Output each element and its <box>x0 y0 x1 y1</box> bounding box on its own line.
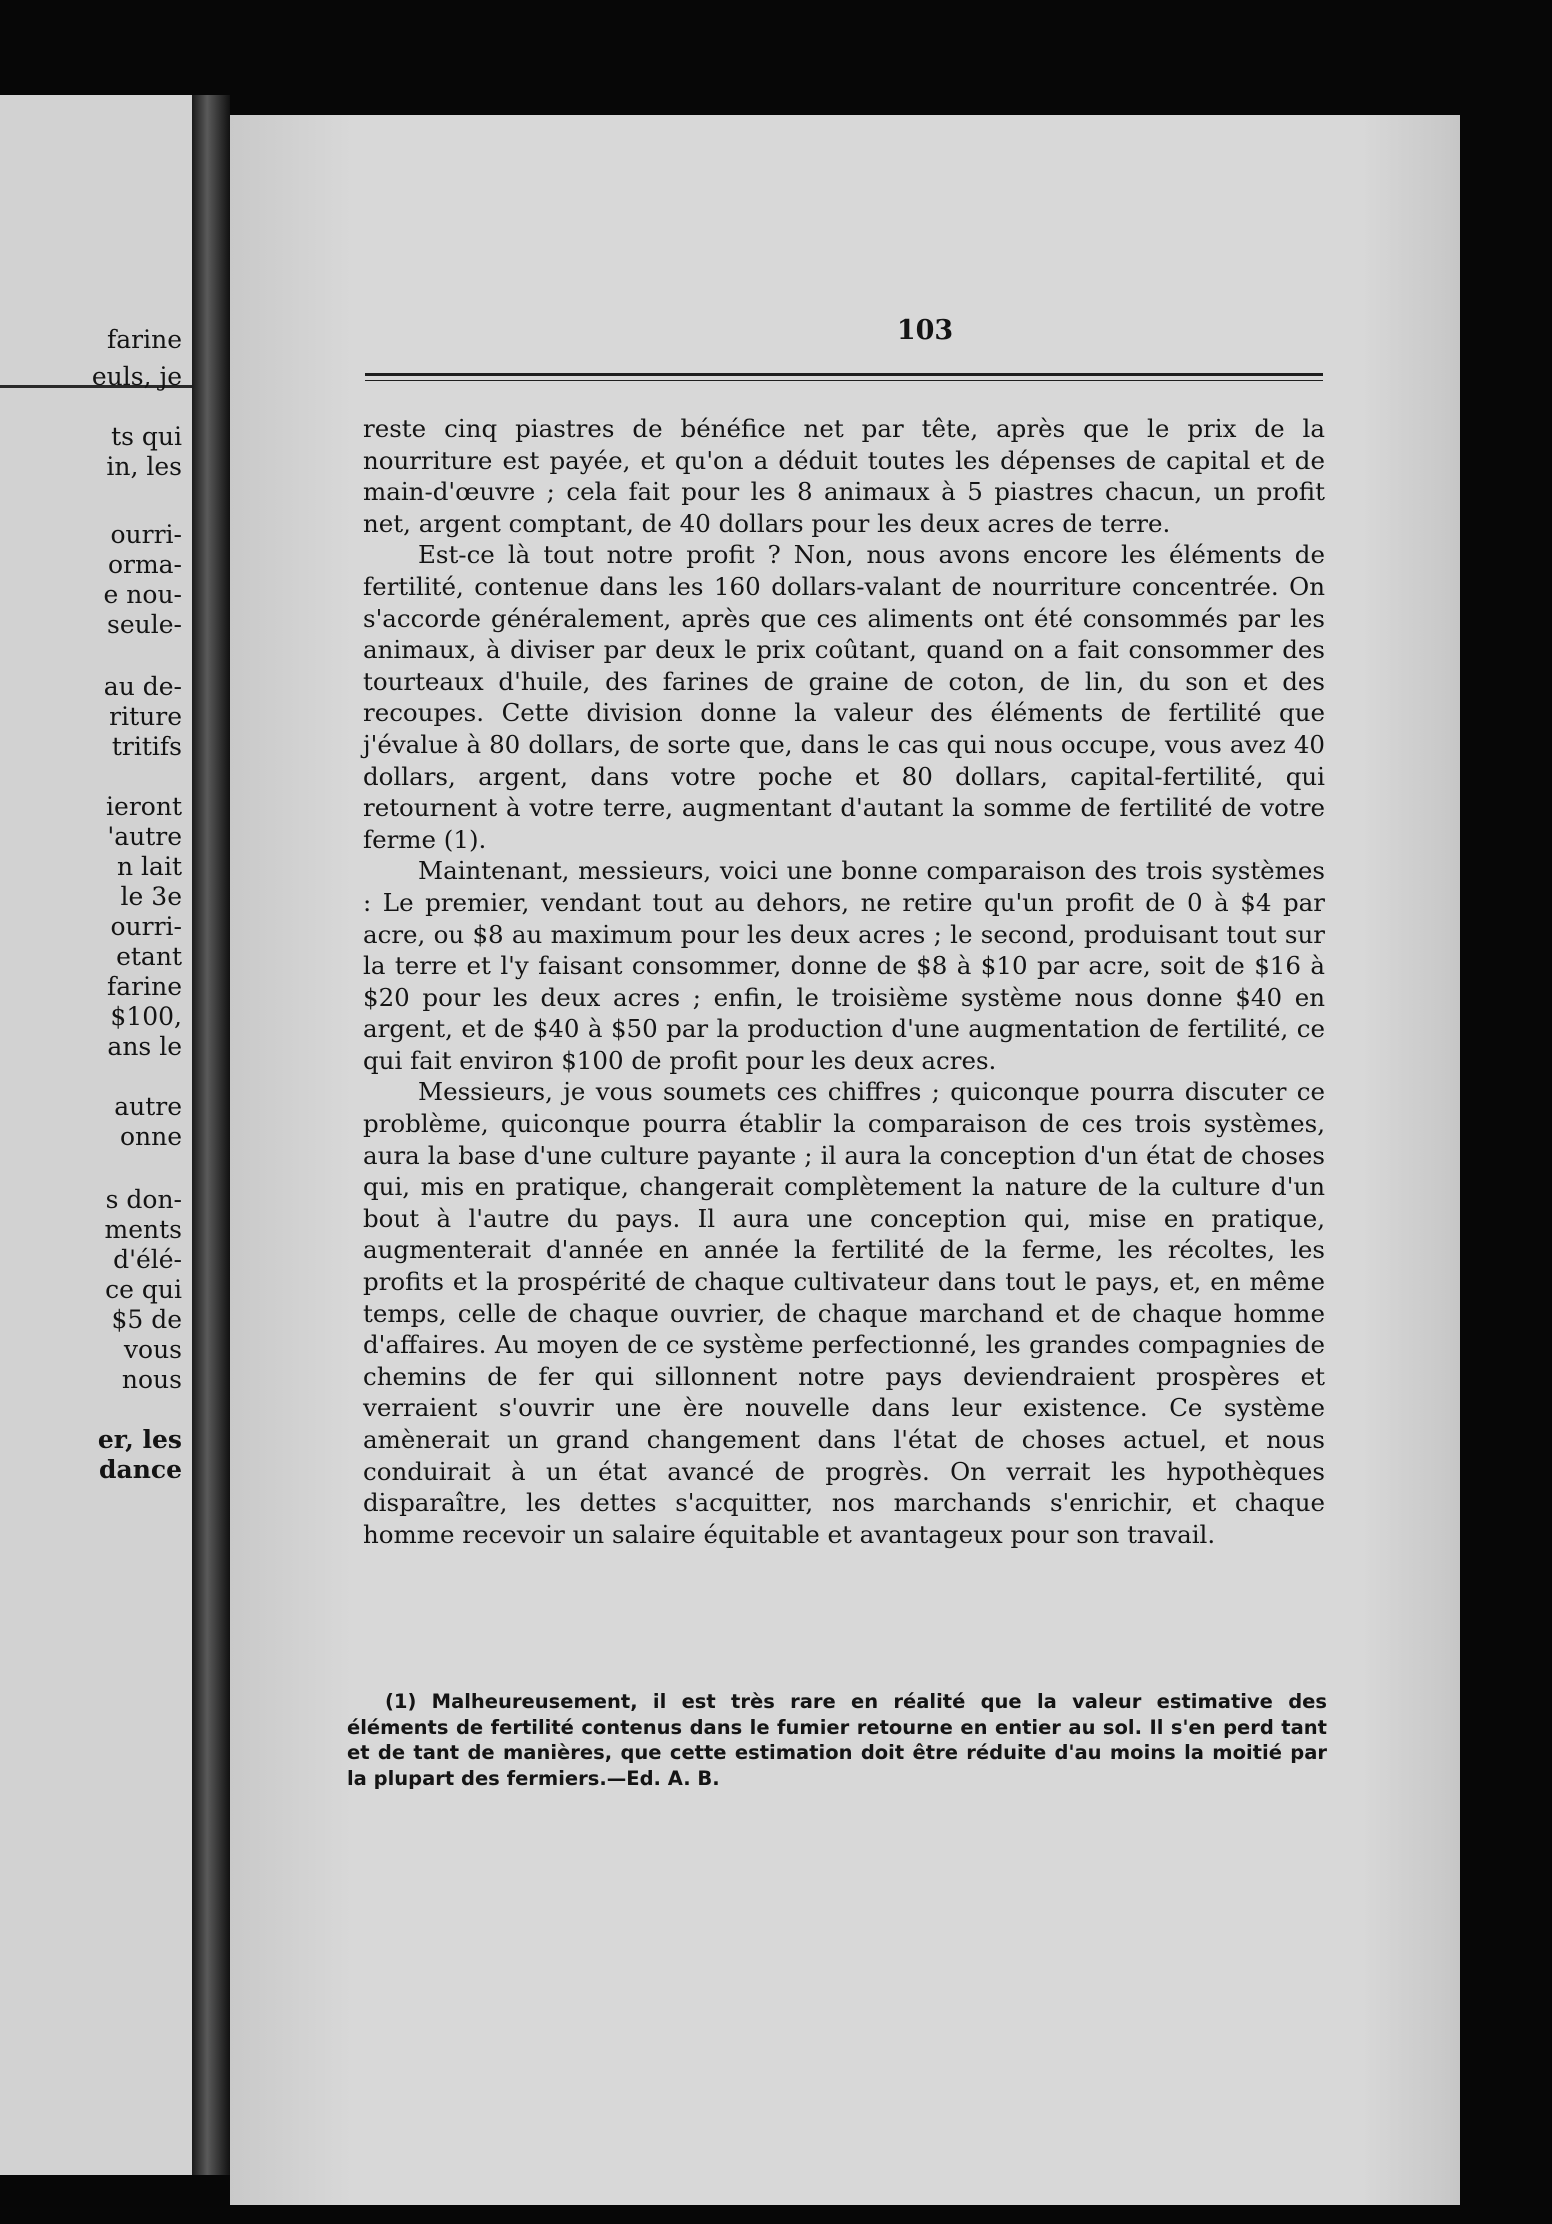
previous-page-line: euls, je <box>91 362 182 391</box>
previous-page-line: tritifs <box>111 732 182 761</box>
previous-page-line: riture <box>109 702 182 731</box>
previous-page-line: autre <box>114 1092 182 1121</box>
header-rule <box>365 373 1323 381</box>
previous-page-line: $5 de <box>111 1305 182 1334</box>
previous-page-line: le 3e <box>120 882 182 911</box>
previous-page-line: e nou- <box>103 580 182 609</box>
previous-page-line: au de- <box>103 672 182 701</box>
previous-page-line: ments <box>104 1215 182 1244</box>
previous-page-fragment <box>0 95 192 2175</box>
previous-page-line: seule- <box>107 610 182 639</box>
previous-page-line: ce qui <box>105 1275 182 1304</box>
previous-page-line: farine <box>107 972 182 1001</box>
previous-page-line: nous <box>121 1365 182 1394</box>
book-gutter <box>192 95 230 2175</box>
previous-page-line: farine <box>107 325 182 354</box>
previous-page-line: n lait <box>117 852 182 881</box>
previous-page-line: onne <box>119 1122 182 1151</box>
previous-page-line: vous <box>123 1335 182 1364</box>
previous-page-line: in, les <box>106 452 182 481</box>
previous-page-line: ieront <box>106 792 182 821</box>
paragraph: Messieurs, je vous soumets ces chiffres ; quiconque pourra discuter ce problème, quiconque pourra établir la comparaison de ces trois systèmes, aura la base d'une culture payante ; il aura la conception d'un état de choses qui, mis en pratique, changerait complètement la nature de la culture d'un bout à l'autre du pays. Il aura une conception qui, mise en pratique, augmenterait d'année en année la fertilité de la ferme, les récoltes, les profits et la prospérité de chaque cultivateur dans tout le pays, et, en même temps, celle de chaque ouvrier, de chaque marchand et de chaque homme d'affaires. Au moyen de ce système perfectionné, les grandes compagnies de chemins de fer qui sillonnent notre pays deviendraient prospères et verraient s'ouvrir une ère nouvelle dans leur existence. Ce système amènerait un grand changement dans l'état de choses actuel, et nous conduirait à un état avancé de progrès. On verrait les hypothèques disparaître, les dettes s'acquitter, nos marchands s'enrichir, et chaque homme recevoir un salaire équitable et avantageux pour son travail. <box>363 1077 1325 1549</box>
paragraph: Maintenant, messieurs, voici une bonne comparaison des trois systèmes : Le premier, vendant tout au dehors, ne retire qu'un profit de 0 à $4 par acre, ou $8 au maximum pour les deux acres ; le second, produisant tout sur la terre et l'y faisant consommer, donne de $8 à $10 par acre, soit de $16 à $20 pour les deux acres ; enfin, le troisième système nous donne $40 en argent, et de $40 à $50 par la production d'une augmentation de fertilité, ce qui fait environ $100 de profit pour les deux acres. <box>363 856 1325 1075</box>
document-page <box>230 115 1460 2205</box>
previous-page-line: ourri- <box>110 520 182 549</box>
paragraph: reste cinq piastres de bénéfice net par tête, après que le prix de la nourriture est payée, et qu'on a déduit toutes les dépenses de capital et de main-d'œuvre ; cela fait pour les 8 animaux à 5 piastres chacun, un profit net, argent comptant, de 40 dollars pour les deux acres de terre. <box>363 414 1325 538</box>
previous-page-line: etant <box>116 942 182 971</box>
previous-page-line: d'élé- <box>113 1245 182 1274</box>
body-text <box>363 413 1325 1550</box>
previous-page-line: ans le <box>107 1032 182 1061</box>
previous-page-line: er, les <box>97 1425 182 1454</box>
paragraph: Est-ce là tout notre profit ? Non, nous avons encore les éléments de fertilité, contenue dans les 160 dollars-valant de nourriture concentrée. On s'accorde généralement, après que ces aliments ont été consommés par les animaux, à diviser par deux le prix coûtant, quand on a fait consommer des tourteaux d'huile, des farines de graine de coton, de lin, du son et des recoupes. Cette division donne la valeur des éléments de fertilité que j'évalue à 80 dollars, de sorte que, dans le cas qui nous occupe, vous avez 40 dollars, argent, dans votre poche et 80 dollars, capital-fertilité, qui retournent à votre terre, augmentant d'autant la somme de fertilité de votre ferme (1). <box>363 540 1325 854</box>
previous-page-line: ts qui <box>111 422 182 451</box>
previous-page-line: dance <box>99 1455 182 1484</box>
previous-page-line: ourri- <box>110 912 182 941</box>
footnote: (1) Malheureusement, il est très rare en réalité que la valeur estimative des éléments de fertilité contenus dans le fumier retourne en entier au sol. Il s'en perd tant et de tant de manières, que cette estimation doit être réduite d'au moins la moitié par la plupart des fermiers.—Ed. A. B. <box>347 1690 1327 1790</box>
previous-page-line: s don- <box>105 1185 182 1214</box>
previous-page-line: $100, <box>110 1002 182 1031</box>
previous-page-line: 'autre <box>107 822 182 851</box>
previous-page-line: orma- <box>107 550 182 579</box>
page-number: 103 <box>896 315 954 346</box>
